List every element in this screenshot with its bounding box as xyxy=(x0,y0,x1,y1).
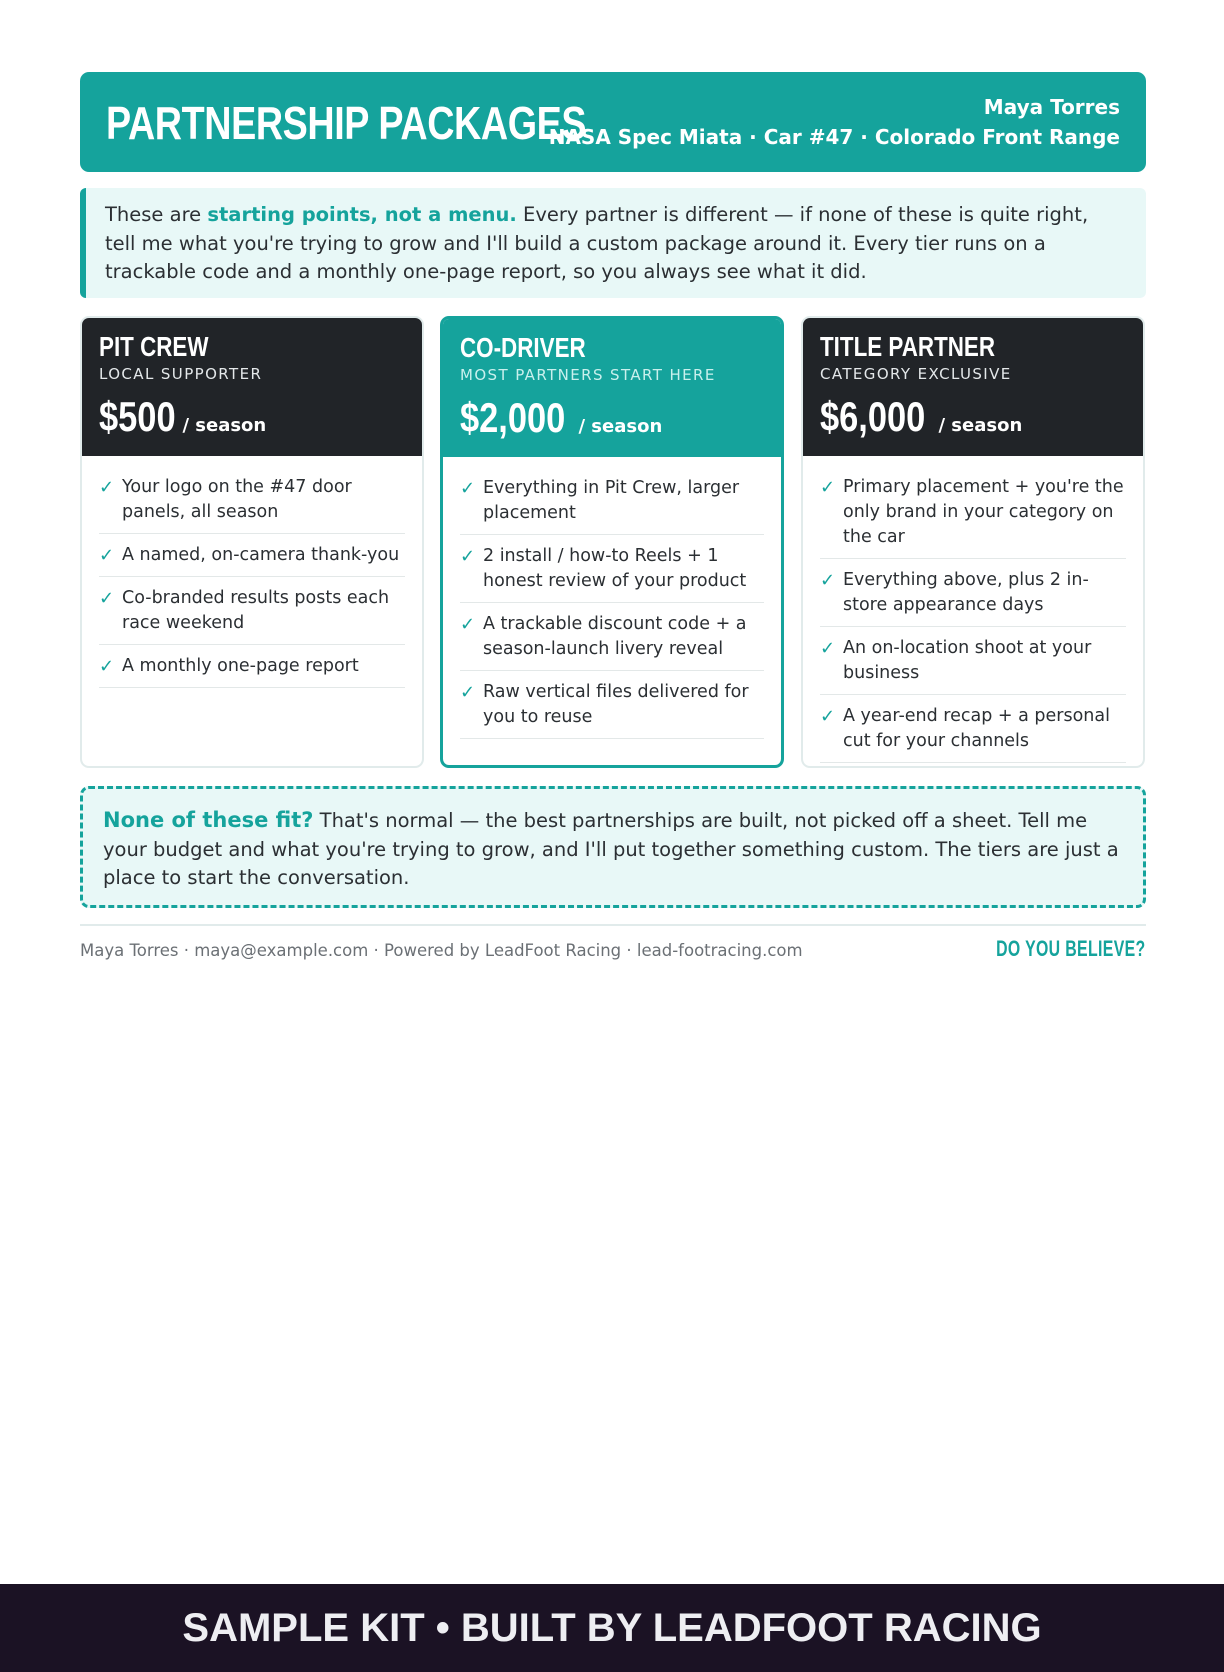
check-icon: ✓ xyxy=(820,477,836,498)
check-icon: ✓ xyxy=(460,682,476,703)
header-meta xyxy=(549,92,1120,152)
tier-tagline: LOCAL SUPPORTER xyxy=(99,365,263,383)
tier-price-unit: / season xyxy=(578,416,663,437)
feature-text: Co-branded results posts each race weekend xyxy=(122,588,390,633)
check-icon: ✓ xyxy=(460,614,476,635)
feature-item xyxy=(460,603,764,671)
feature-text: A monthly one-page report xyxy=(122,656,359,676)
feature-text: An on-location shoot at your business xyxy=(843,638,1092,683)
tier-price: $6,000 xyxy=(820,393,926,440)
tier-header xyxy=(82,318,422,456)
tier-price-row xyxy=(99,394,422,440)
feature-item xyxy=(460,535,764,603)
check-icon: ✓ xyxy=(99,656,115,677)
tier-price: $500 xyxy=(99,393,176,440)
feature-text: Primary placement + you're the only brand in your category on the car xyxy=(843,477,1124,547)
tier-name: CO-DRIVER xyxy=(460,332,586,363)
tier-tagline: CATEGORY EXCLUSIVE xyxy=(820,365,1012,383)
tier-name: PIT CREW xyxy=(99,331,209,362)
tier-card-pit-crew xyxy=(80,316,424,768)
tier-price-unit: / season xyxy=(938,415,1023,436)
feature-item xyxy=(99,466,405,534)
check-icon: ✓ xyxy=(99,588,115,609)
intro-body: Every partner is different — if none of these is quite right, tell me what you're trying to grow and I'll build a custom package around it. Every tier runs on a trackable code and a monthly one-page report, so you always see what it did. xyxy=(105,203,1089,283)
footer-divider xyxy=(80,924,1146,926)
driver-name: Maya Torres xyxy=(983,95,1120,119)
feature-list xyxy=(443,457,781,739)
feature-item xyxy=(460,467,764,535)
intro-lead: These are xyxy=(105,203,208,226)
tier-price-row xyxy=(460,395,781,441)
sample-banner: SAMPLE KIT • BUILT BY LEADFOOT RACING xyxy=(0,1584,1224,1672)
feature-text: Everything above, plus 2 in-store appearance days xyxy=(843,570,1089,615)
tier-price: $2,000 xyxy=(460,394,566,441)
feature-text: A named, on-camera thank-you xyxy=(122,545,400,565)
check-icon: ✓ xyxy=(820,638,836,659)
check-icon: ✓ xyxy=(820,570,836,591)
check-icon: ✓ xyxy=(820,706,836,727)
tier-price-row xyxy=(820,394,1143,440)
tier-price-unit: / season xyxy=(182,415,267,436)
tier-name: TITLE PARTNER xyxy=(820,331,996,362)
feature-text: Your logo on the #47 door panels, all season xyxy=(122,477,352,522)
tier-tagline: MOST PARTNERS START HERE xyxy=(460,366,716,384)
feature-item xyxy=(99,534,405,577)
check-icon: ✓ xyxy=(99,545,115,566)
feature-text: Raw vertical files delivered for you to reuse xyxy=(483,682,749,727)
page-header xyxy=(80,72,1146,172)
tier-header xyxy=(803,318,1143,456)
check-icon: ✓ xyxy=(460,546,476,567)
header-subtitle: NASA Spec Miata · Car #47 · Colorado Front Range xyxy=(548,125,1120,149)
feature-text: Everything in Pit Crew, larger placement xyxy=(483,478,740,523)
feature-item xyxy=(820,695,1126,763)
intro-callout xyxy=(80,188,1146,298)
tier-card-co-driver xyxy=(440,316,784,768)
footer-contact: Maya Torres · maya@example.com · Powered by LeadFoot Racing · lead-footracing.com xyxy=(80,941,803,960)
custom-package-callout xyxy=(80,786,1146,908)
page-title: PARTNERSHIP PACKAGES xyxy=(106,97,587,149)
footer-tagline: DO YOU BELIEVE? xyxy=(996,936,1146,961)
feature-item xyxy=(99,645,405,688)
feature-list xyxy=(82,456,422,688)
check-icon: ✓ xyxy=(460,478,476,499)
cta-body: That's normal — the best partnerships are built, not picked off a sheet. Tell me your budget and what you're trying to grow, and I'll put together something custom. The tiers are just a place to start the conversation. xyxy=(103,809,1119,889)
feature-item xyxy=(820,627,1126,695)
feature-text: A year-end recap + a personal cut for your channels xyxy=(843,706,1110,751)
feature-item xyxy=(820,559,1126,627)
feature-text: 2 install / how-to Reels + 1 honest review of your product xyxy=(483,546,747,591)
feature-item xyxy=(460,671,764,739)
tier-header xyxy=(443,319,781,457)
feature-text: A trackable discount code + a season-launch livery reveal xyxy=(483,614,747,659)
cta-highlight: None of these fit? xyxy=(103,808,314,832)
check-icon: ✓ xyxy=(99,477,115,498)
intro-highlight: starting points, not a menu. xyxy=(207,203,517,226)
tier-card-title-partner xyxy=(801,316,1145,768)
feature-item xyxy=(820,466,1126,559)
feature-item xyxy=(99,577,405,645)
feature-list xyxy=(803,456,1143,763)
